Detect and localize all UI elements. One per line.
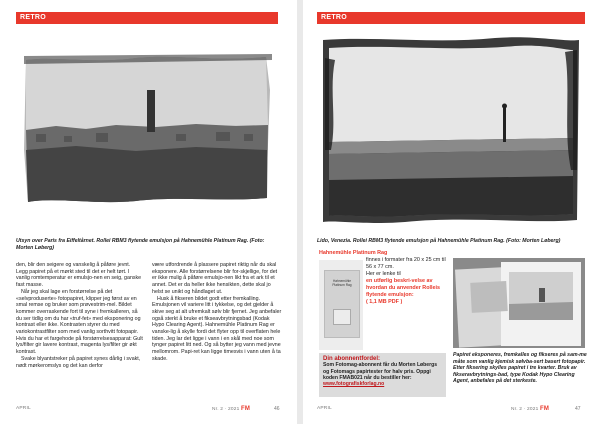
section-header: RETRO: [317, 12, 585, 24]
subscriber-box: [319, 353, 446, 397]
footer-month: APRIL: [16, 406, 31, 411]
right-photo-caption: Lido, Venezia. Rollei RBM3 flytende emulsjon på Hahnemühle Platinum Rag. (Foto: Morten Løberg): [317, 238, 561, 244]
product-line: [319, 250, 447, 257]
page-number: 46: [274, 406, 280, 412]
box-label-line: Platinum Rag: [332, 283, 352, 287]
link-intro: Her er lenke til: [366, 271, 401, 277]
section-header: RETRO: [16, 12, 278, 24]
subscriber-title: Din abonnentfordel:: [323, 356, 380, 362]
left-column-2: [152, 262, 282, 363]
footer-issue-text: Nr. 2 · 2021: [511, 407, 539, 412]
paragraph: Svake blyantstreker på papiret synes dårlig i svakt, nødt mørkeromslys og det kan derfor: [16, 355, 141, 369]
paragraph: være utfordrende å plassere papiret riktig når du skal eksponere. Alle forstørrelsene blir for-skjellige, for det er ikke mulig å påføre emulsjo-nen likt fra et ark til et annet. Det er da heller ikke hensikten, dette skal jo helst se unikt og håndlaget ut.: [152, 262, 278, 295]
pdf-size[interactable]: ( 1,1 MB PDF ): [366, 299, 403, 305]
paragraph: Husk å fikseren bildet godt etter fremkalling. Emulsjonen vil variere litt i tykkelse, og det gjelder å skive seg at alt ufremkalt sølv blir fjernet. Jeg anbefaler også sterkt å bruke et fikseavbrytningsbad (Kodak Hypo Clearing Agent). Hahnemühle Platinum Rag er vanske-lig å skylle fordi det flyter opp til overflaten hele tiden. Jeg lar det ligge i vann i en skål med noe som tynger papiret litt ned. Og så bytter jeg vann med jevne mellomrom. Papi-ret kan ligge timesvis i vann uten å ta skade.: [152, 295, 282, 362]
product-details: [319, 257, 447, 306]
left-column-1: [16, 262, 143, 369]
right-page: [303, 0, 600, 424]
prints-caption: Papiret eksponeres, fremkalles og fikseres på sam-me måte som vanlig kjemisk sølvba-sert basert fotopapir. Etter fiksering skylles papiret i tre kvarter. Bruk av fikseravbrytnings-bad, type Kodak Hypo Clearing Agent, anbefales på det sterkeste.: [453, 352, 587, 385]
paris-photo: [16, 30, 279, 229]
left-page: [0, 0, 297, 424]
page-number: 47: [575, 406, 581, 412]
fotomag-logo: FM: [241, 406, 251, 412]
footer-issue-text: Nr. 2 · 2021: [212, 407, 240, 412]
product-text: finnes i formater fra 20 x 25 cm til 56 x 77 cm.: [366, 257, 446, 270]
guide-link[interactable]: en utførlig beskri-velse av hvordan du anvender Rolleis flytende emulsjon:: [366, 278, 440, 298]
paragraph: Når jeg skal lage en forstørrelse på det «selvproduserte» fotopapiret, klipper jeg først av en smal remse og bruker som prøvestrim-mel. Bildet kommer overraskende fort til syne i fremkalleren, så du ser tidlig om du har «truf-fet» med eksponering og kontrast eller ikke. Kontrasten styrer du med variokontrastfilter som med vanlig sorthvitt fotopapir. Hvis du har et fargehode på forstørrelsesapparat: Gult lys/filter gir lavere kontrast, magenta lys/filter gir økt kontrast.: [16, 288, 143, 356]
left-photo-caption: Utsyn over Paris fra Eiffeltårnet. Rollei RBM3 flytende emulsjon på Hahnemühle Platinum Rag. (Foto: Morten Løberg): [16, 238, 265, 251]
product-info: [319, 250, 447, 306]
box-label-line: Hahnemühle: [332, 279, 352, 283]
fotomag-logo: FM: [540, 406, 550, 412]
footer-month: APRIL: [317, 406, 332, 411]
subscriber-link[interactable]: www.fotografiskforlag.no: [323, 381, 385, 388]
footer-issue: [212, 406, 250, 412]
product-name: Hahnemühle Platinum Rag: [319, 250, 388, 256]
box-sticker: [333, 309, 351, 325]
subscriber-text: Som Fotomag-abonnent får du Morten Løbergs og Fotomags papirtester for halv pris. Oppgi koden FMAB021 når du bestiller her:: [323, 362, 438, 381]
lido-photo: [315, 30, 585, 228]
footer-issue: [511, 406, 549, 412]
prints-photo: [453, 258, 585, 348]
paragraph: den, blir den seigere og vanskelig å påføre jevnt. Legg papiret på et mørkt sted til det er helt tørt. I vanlig romtemperatur er emulsjo-nen en seig, ganske fast masse.: [16, 262, 142, 289]
